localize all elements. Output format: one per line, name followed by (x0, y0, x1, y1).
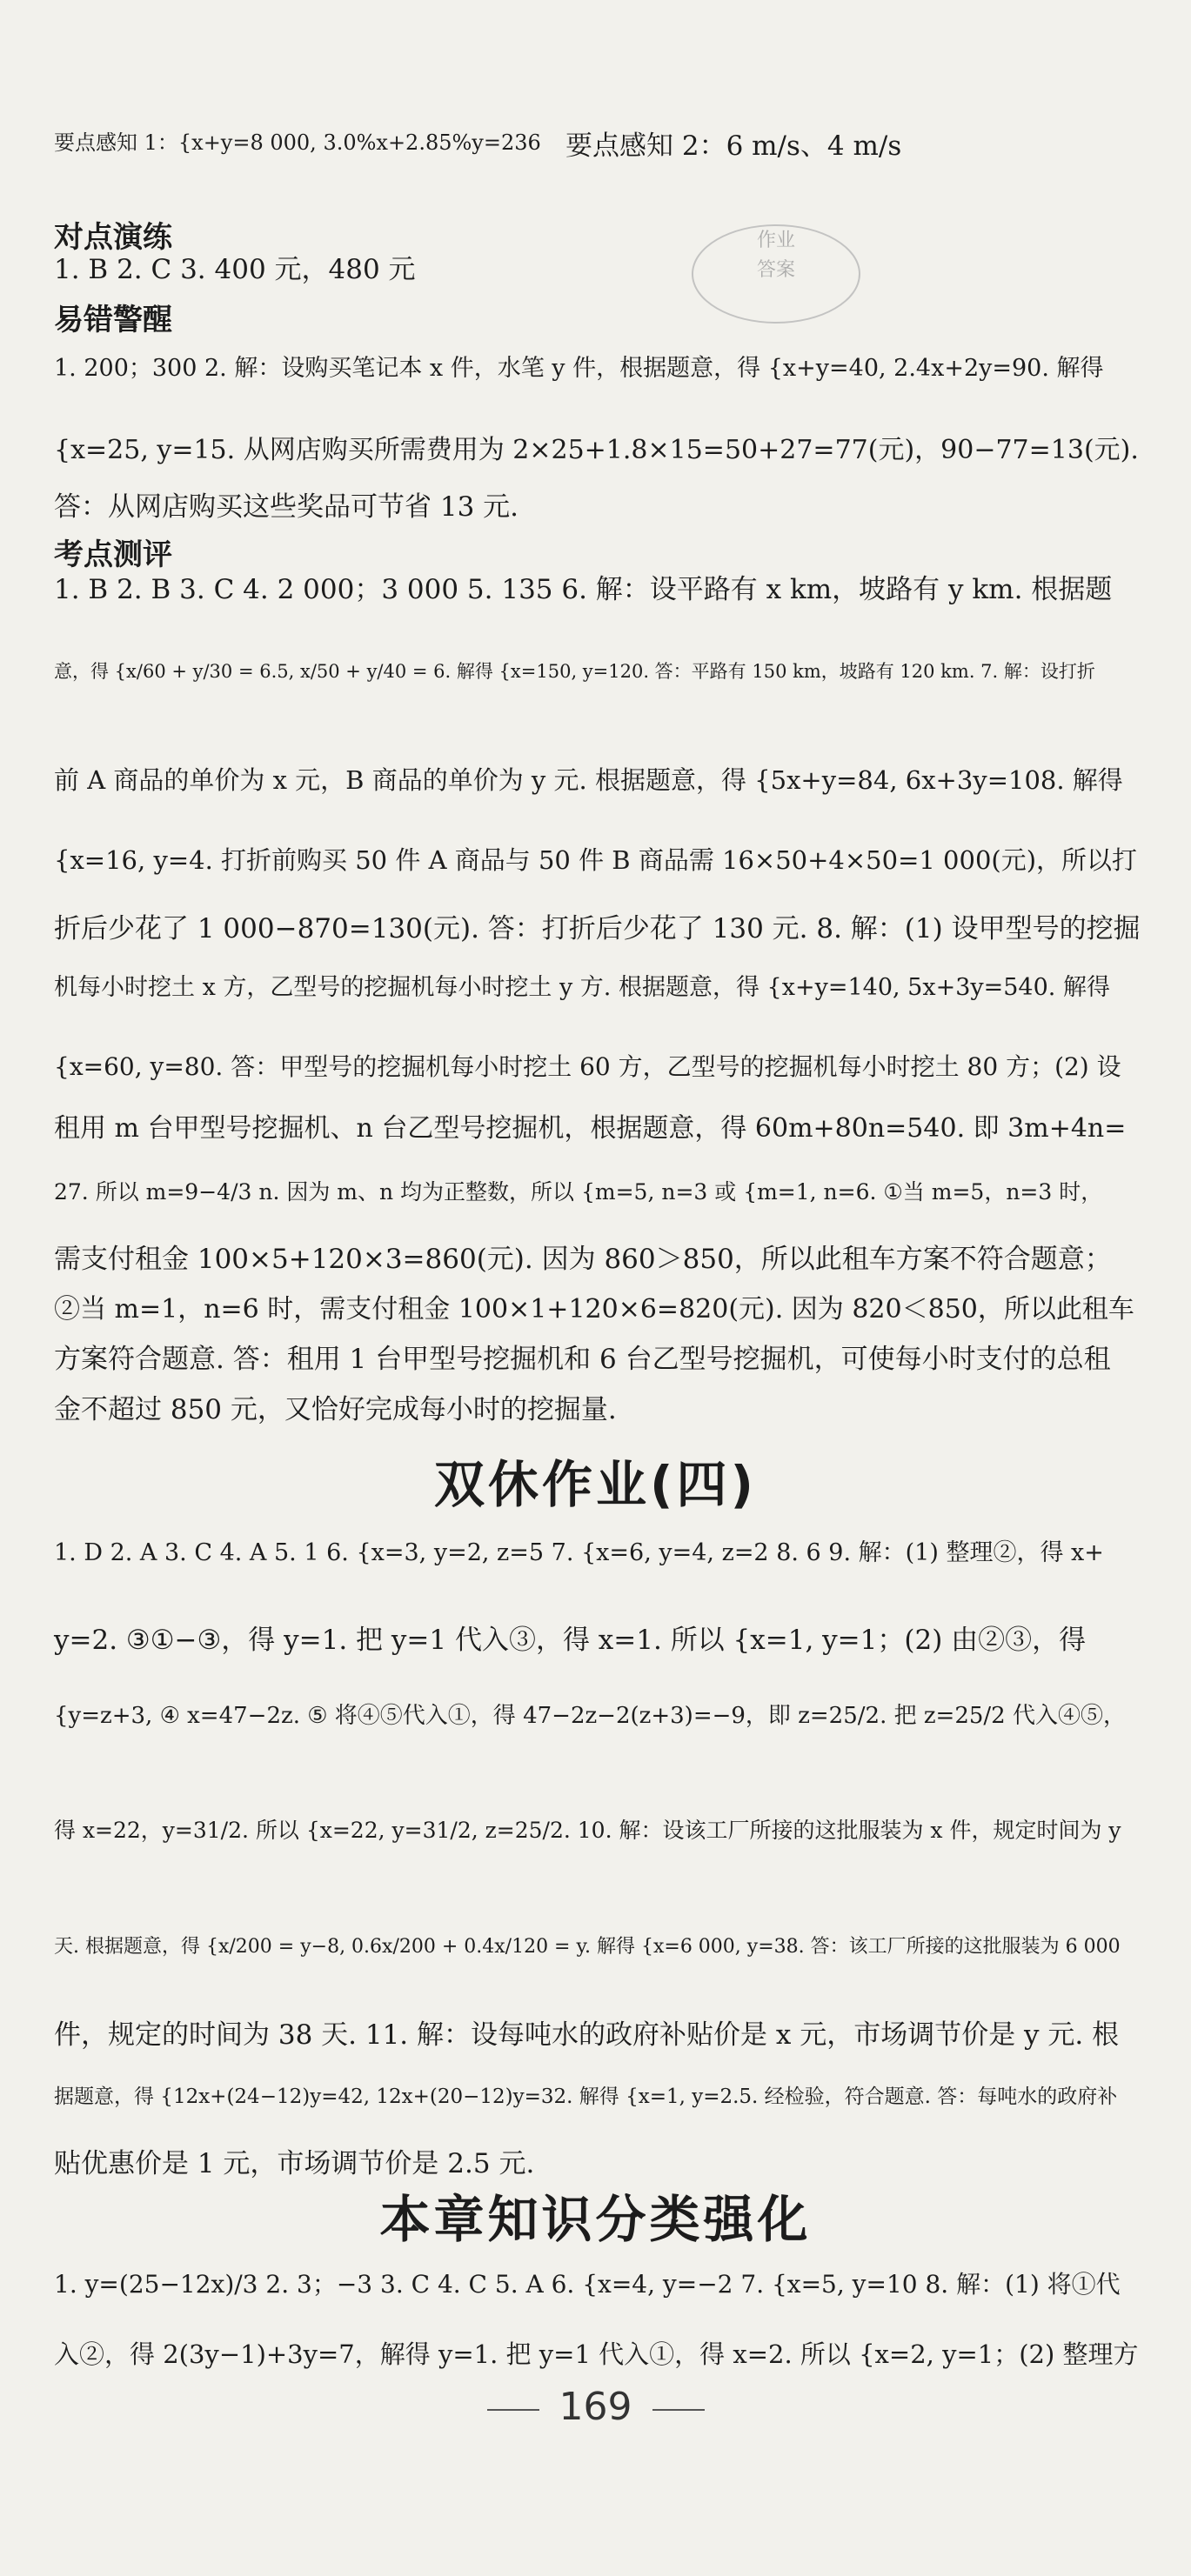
homework-line-2: y=2. ③①−③，得 y=1. 把 y=1 代入③，得 x=1. 所以 {x=1, y=1；(2) 由②③，得 (54, 1625, 1087, 1656)
test-heading: 考点测评 (54, 537, 172, 572)
test-line-6: 机每小时挖土 x 方，乙型号的挖掘机每小时挖土 y 方. 根据题意，得 {x+y=140, 5x+3y=540. 解得 (54, 974, 1110, 1001)
test-line-11: ②当 m=1，n=6 时，需支付租金 100×1+120×6=820(元). 因为 820＜850，所以此租车 (54, 1294, 1134, 1325)
chapter-title: 本章知识分类强化 (379, 2190, 812, 2249)
test-line-3: 前 A 商品的单价为 x 元，B 商品的单价为 y 元. 根据题意，得 {5x+y=84, 6x+3y=108. 解得 (54, 765, 1123, 795)
test-line-7: {x=60, y=80. 答：甲型号的挖掘机每小时挖土 60 方，乙型号的挖掘机每小时挖土 80 方；(2) 设 (54, 1052, 1121, 1081)
stamp-bottom-text: 答案 (756, 259, 795, 281)
test-line-10: 需支付租金 100×5+120×3=860(元). 因为 860＞850，所以此租车方案不符合题意； (54, 1244, 1112, 1275)
mistake-line-3: 答：从网店购买这些奖品可节省 13 元. (54, 491, 519, 523)
homework-line-4: 得 x=22，y=31/2. 所以 {x=22, y=31/2, z=25/2. 10. 解：设该工厂所接的这批服装为 x 件，规定时间为 y (54, 1818, 1121, 1843)
homework-line-6: 件，规定的时间为 38 天. 11. 解：设每吨水的政府补贴价是 x 元，市场调节价是 y 元. 根 (54, 2019, 1120, 2051)
test-line-1: 1. B 2. B 3. C 4. 2 000；3 000 5. 135 6. 解：设平路有 x km，坡路有 y km. 根据题 (54, 574, 1113, 605)
page-number: 169 (559, 2385, 632, 2429)
homework-line-3: {y=z+3, ④ x=47−2z. ⑤ 将④⑤代入①，得 47−2z−2(z+3)=−9，即 z=25/2. 把 z=25/2 代入④⑤， (54, 1703, 1126, 1729)
test-line-2: 意，得 {x/60 + y/30 = 6.5, x/50 + y/40 = 6. 解得 {x=150, y=120. 答：平路有 150 km，坡路有 120 km. 7. 解：设打折 (54, 661, 1095, 682)
mistake-line-2: {x=25, y=15. 从网店购买所需费用为 2×25+1.8×15=50+27=77(元)，90−77=13(元). (54, 435, 1139, 465)
key-points-1: 要点感知 1：{x+y=8 000, 3.0%x+2.85%y=236 (54, 130, 541, 155)
homework-line-8: 贴优惠价是 1 元，市场调节价是 2.5 元. (54, 2148, 535, 2179)
test-line-12: 方案符合题意. 答：租用 1 台甲型号挖掘机和 6 台乙型号挖掘机，可使每小时支付的总租 (54, 1344, 1111, 1375)
test-line-4: {x=16, y=4. 打折前购买 50 件 A 商品与 50 件 B 商品需 16×50+4×50=1 000(元)，所以打 (54, 845, 1138, 875)
test-line-13: 金不超过 850 元，又恰好完成每小时的挖掘量. (54, 1394, 617, 1425)
mistake-heading: 易错警醒 (54, 303, 172, 337)
page-number-right-dash (652, 2409, 705, 2411)
test-line-8: 租用 m 台甲型号挖掘机、n 台乙型号挖掘机，根据题意，得 60m+80n=540. 即 3m+4n= (54, 1113, 1127, 1144)
stamp-top-text: 作业 (756, 230, 795, 251)
key-points-2: 要点感知 2：6 m/s、4 m/s (565, 130, 902, 162)
chapter-line-1: 1. y=(25−12x)/3 2. 3；−3 3. C 4. C 5. A 6. {x=4, y=−2 7. {x=5, y=10 8. 解：(1) 将①代 (54, 2270, 1121, 2299)
practice-heading: 对点演练 (54, 220, 172, 255)
homework-line-5: 天. 根据题意，得 {x/200 = y−8, 0.6x/200 + 0.4x/120 = y. 解得 {x=6 000, y=38. 答：该工厂所接的这批服装为 6 000 (54, 1936, 1121, 1958)
practice-answers: 1. B 2. C 3. 400 元，480 元 (54, 254, 416, 285)
test-line-9: 27. 所以 m=9−4/3 n. 因为 m、n 均为正整数，所以 {m=5, n=3 或 {m=1, n=6. ①当 m=5，n=3 时， (54, 1179, 1103, 1205)
test-line-5: 折后少花了 1 000−870=130(元). 答：打折后少花了 130 元. 8. 解：(1) 设甲型号的挖掘 (54, 913, 1141, 944)
chapter-line-2: 入②，得 2(3y−1)+3y=7，解得 y=1. 把 y=1 代入①，得 x=2. 所以 {x=2, y=1；(2) 整理方 (54, 2339, 1139, 2369)
mistake-line-1: 1. 200；300 2. 解：设购买笔记本 x 件，水笔 y 件，根据题意，得 {x+y=40, 2.4x+2y=90. 解得 (54, 355, 1104, 382)
homework-title: 双休作业(四) (433, 1455, 758, 1514)
homework-line-1: 1. D 2. A 3. C 4. A 5. 1 6. {x=3, y=2, z=5 7. {x=6, y=4, z=2 8. 6 9. 解：(1) 整理②，得 x+ (54, 1539, 1104, 1566)
homework-line-7: 据题意，得 {12x+(24−12)y=42, 12x+(20−12)y=32. 解得 {x=1, y=2.5. 经检验，符合题意. 答：每吨水的政府补 (54, 2085, 1118, 2108)
